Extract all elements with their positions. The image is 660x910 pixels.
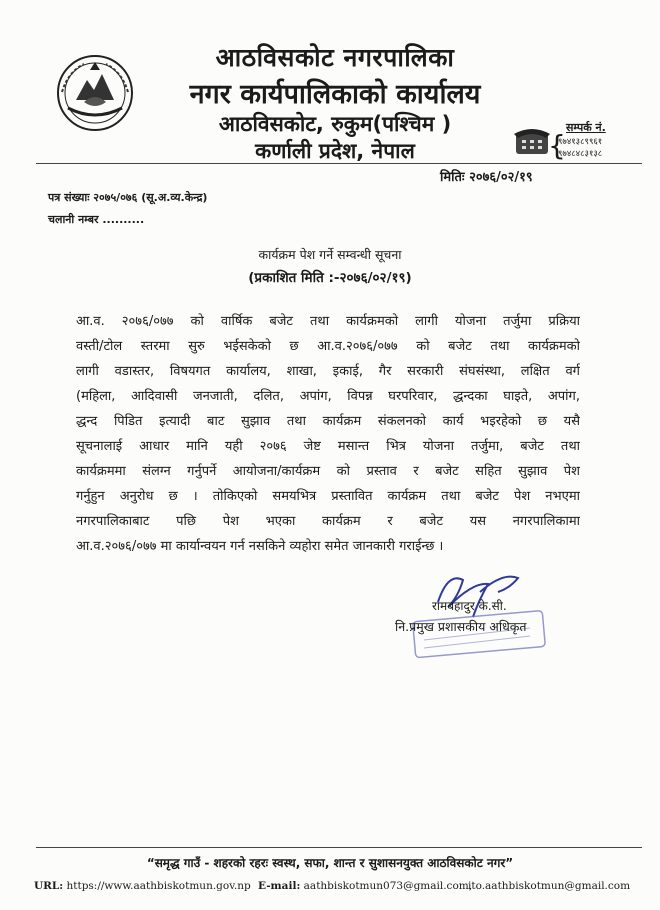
email-label: E-mail:: [258, 880, 301, 892]
body-line: आ.व. २०७६/०७७ को वार्षिक बजेट तथा कार्यक्रमको लागी योजना तर्जुमा प्रक्रिया: [76, 314, 580, 329]
body-line: नगरपालिकाबाट पछि पेश भएका कार्यक्रम र बजेट यस नगरपालिकामा: [76, 514, 580, 529]
body-line: लागी वडास्तर, विषयगत कार्यालय, शाखा, इकाई, गैर सरकारी संघसंस्था, लक्षित वर्ग: [76, 364, 580, 379]
body-line: कार्यक्रममा संलग्न गर्नुपर्ने आयोजना/कार्यक्रम को प्रस्ताव र बजेट सहित सुझाव पेश: [76, 464, 580, 479]
nepal-emblem-icon: [54, 52, 136, 134]
province-country: कर्णाली प्रदेश, नेपाल: [255, 139, 415, 163]
contact-number-2: ९७४८४८३१३८: [558, 149, 603, 159]
body-line: गर्नुहुन अनुरोध छ । तोकिएको समयभित्र प्रस्तावित कार्यक्रम तथा बजेट पेश नभएमा: [76, 489, 580, 504]
footer-email: [258, 880, 472, 892]
contact-number-1: ९७४१३८९९६१: [558, 137, 603, 147]
footer-motto: “समृद्ध गाउँ - शहरको रहरः स्वस्थ, सफा, शान्त र सुशासनयुक्त आठविसकोट नगर”: [146, 856, 514, 870]
footer-url: [34, 880, 251, 892]
notice-subject: कार्यक्रम पेश गर्ने सम्वन्धी सूचना: [258, 247, 402, 262]
office-location: आठविसकोट, रुकुम(पश्चिम ): [218, 112, 452, 136]
body-line: आ.व.२०७६/०७७ मा कार्यान्वयन गर्न नसकिने व्यहोरा समेत जानकारी गराईन्छ ।: [76, 539, 444, 554]
header-divider: [36, 163, 642, 164]
url-label: URL:: [34, 880, 64, 892]
letter-number: पत्र संख्याः २०७५/०७६ (सू.अ.व्य.केन्द्र): [48, 191, 208, 204]
body-line: वस्ती/टोल स्तरमा सुरु भईसकेको छ आ.व.२०७६/०७७ को बजेट तथा कार्यक्रमको: [76, 339, 580, 354]
telephone-icon: [512, 124, 552, 158]
published-date: (प्रकाशित मिति :-२०७६/०२/१९): [248, 270, 412, 286]
brace-icon: {: [548, 129, 566, 162]
body-line: (महिला, आदिवासी जनजाती, दलित, अपांग, विपन्न घरपरिवार, द्धन्दका घाइते, अपांग,: [76, 389, 580, 404]
signatory-name: रामबहादुर के.सी.: [432, 599, 507, 613]
contact-label: सम्पर्क नं.: [566, 121, 606, 134]
email-link-2[interactable]: ito.aathbiskotmun@gmail.com: [468, 880, 631, 892]
footer-divider: [36, 847, 642, 848]
url-link[interactable]: https://www.aathbiskotmun.gov.np: [66, 880, 251, 892]
date-line: मितिः २०७६/०२/१९: [440, 170, 533, 185]
dispatch-number: चलानी नम्बर ..........: [48, 213, 145, 226]
body-line: द्धन्द पिडित इत्यादी बाट सुझाव तथा कार्यक्रम संकलनको कार्य भइरहेको छ यसै: [76, 414, 580, 429]
office-name: नगर कार्यपालिकाको कार्यालय: [189, 79, 481, 110]
signatory-title: नि.प्रमुख प्रशासकीय अधिकृत: [395, 619, 527, 634]
municipality-name: आठविसकोट नगरपालिका: [215, 43, 455, 72]
body-line: सूचनालाई आधार मानि यही २०७६ जेष्ट मसान्त भित्र योजना तर्जुमा, बजेट तथा: [76, 439, 580, 454]
email-link-1[interactable]: aathbiskotmun073@gmail.com,: [303, 880, 473, 892]
footer-email-2: [468, 880, 630, 892]
